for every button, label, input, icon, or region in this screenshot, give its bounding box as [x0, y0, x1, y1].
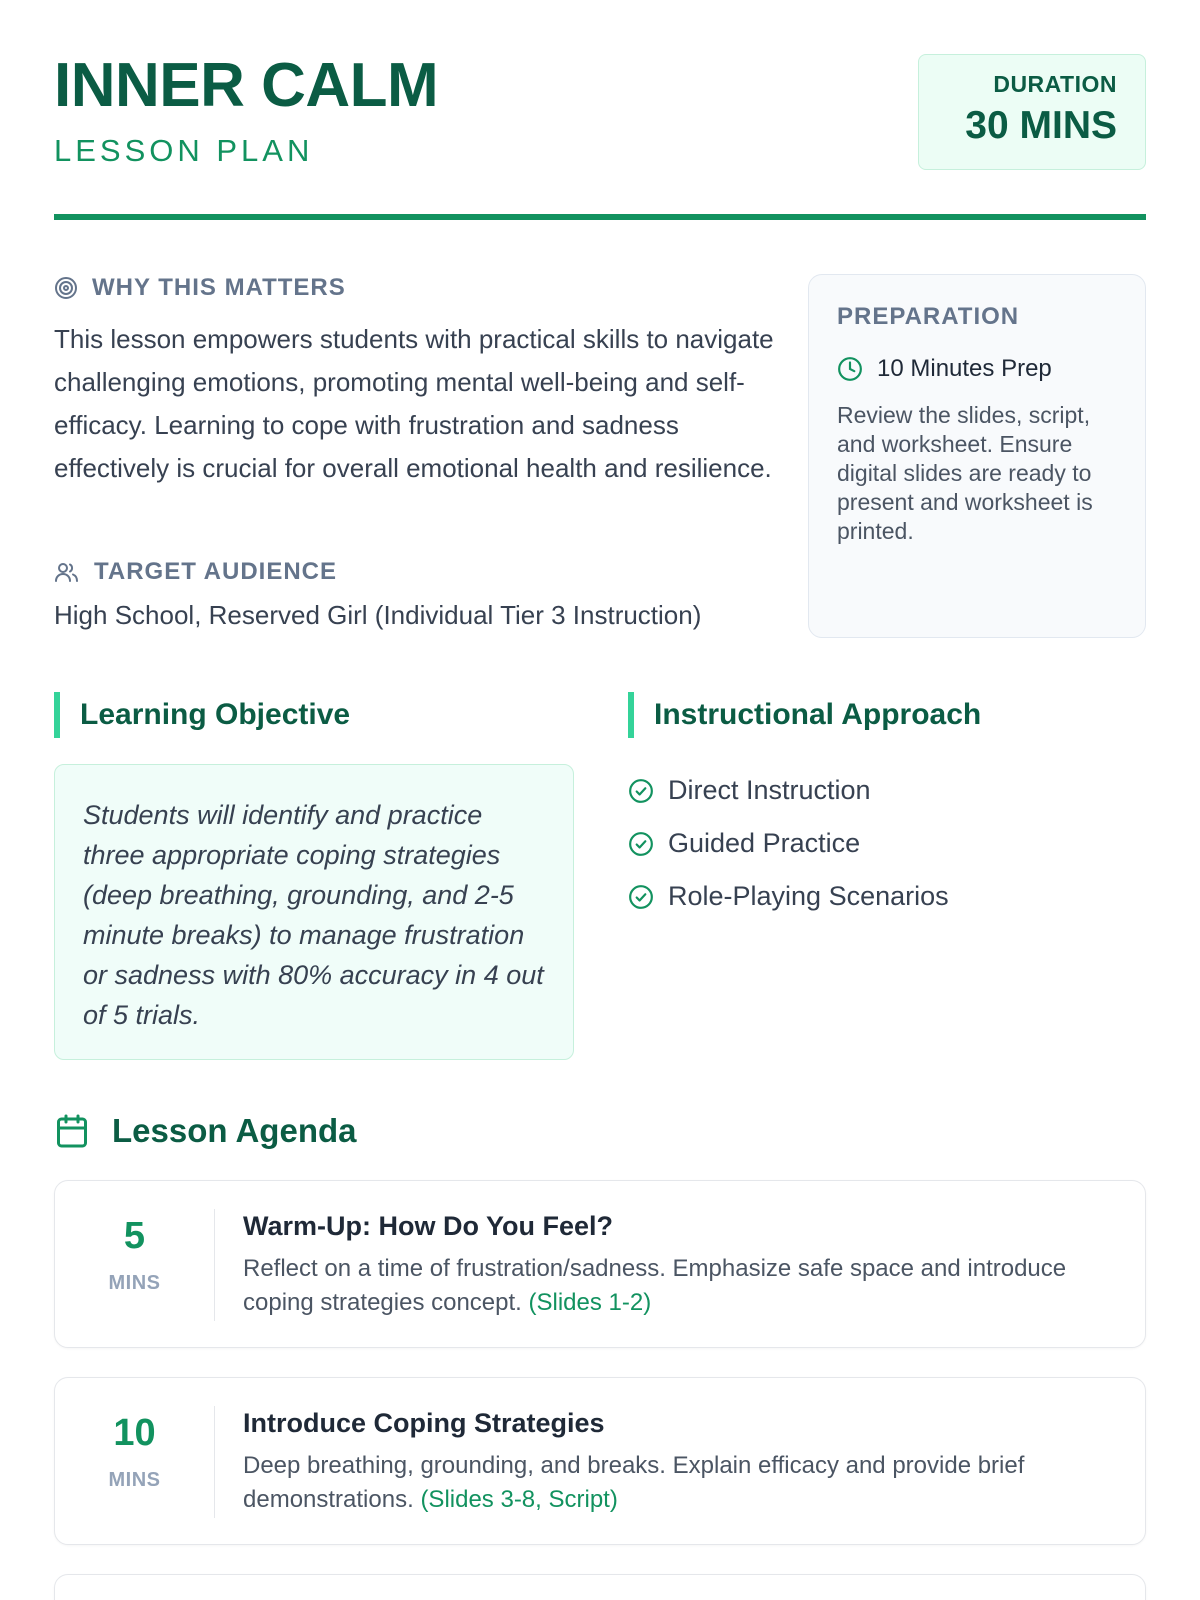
instructional-approach-heading: Instructional Approach [628, 692, 1146, 738]
check-circle-icon [628, 831, 654, 857]
approach-item-label: Role-Playing Scenarios [668, 881, 949, 911]
agenda-unit: MINS [108, 1272, 161, 1294]
approach-item [628, 764, 1146, 817]
agenda-description: Reflect on a time of frustration/sadness. Emphasize safe space and introduce coping strategies concept. [243, 1255, 1067, 1316]
agenda-reference: (Slides 3-8, Script) [420, 1486, 618, 1513]
agenda-unit: MINS [108, 1469, 161, 1491]
target-icon [54, 276, 78, 300]
header-divider [54, 214, 1146, 220]
agenda-heading-row [54, 1112, 357, 1150]
approach-list [628, 764, 1146, 923]
check-circle-icon [628, 778, 654, 804]
duration-badge [918, 54, 1146, 170]
approach-item-label: Direct Instruction [668, 775, 871, 805]
check-circle-icon [628, 884, 654, 910]
instructional-approach-section [628, 692, 1146, 923]
preparation-time: 10 Minutes Prep [877, 355, 1052, 382]
preparation-card [808, 274, 1146, 638]
approach-item [628, 870, 1146, 923]
why-label: WHY THIS MATTERS [92, 274, 346, 301]
agenda-description-block [243, 1449, 1105, 1517]
users-icon [54, 560, 80, 584]
calendar-icon [54, 1113, 90, 1149]
duration-label: DURATION [993, 71, 1117, 97]
agenda-item [54, 1180, 1146, 1348]
page-subtitle: LESSON PLAN [54, 133, 314, 168]
agenda-item [54, 1377, 1146, 1545]
why-section [54, 274, 774, 490]
agenda-minutes: 10 [113, 1412, 156, 1454]
approach-item-label: Guided Practice [668, 828, 861, 858]
agenda-duration [55, 1209, 215, 1321]
why-text: This lesson empowers students with practical skills to navigate challenging emotions, promoting mental well-being and self-efficacy. Learning to cope with frustration and sadness effectively is crucial for overall emotional health and resilience. [54, 324, 774, 483]
agenda-title: Introduce Coping Strategies [243, 1408, 605, 1438]
agenda-minutes: 5 [123, 1215, 146, 1257]
learning-objective-heading: Learning Objective [54, 692, 574, 738]
agenda-item-partial [54, 1574, 1146, 1600]
audience-section [54, 558, 814, 631]
page-title: INNER CALM [54, 51, 439, 120]
approach-item [628, 817, 1146, 870]
learning-objective-text: Students will identify and practice three appropriate coping strategies (deep breathing, grounding, and 2-5 minute breaks) to manage frustration or sadness with 80% accuracy in 4 out of 5 trials. [54, 764, 574, 1060]
preparation-title: PREPARATION [837, 303, 1020, 330]
agenda-duration [55, 1406, 215, 1518]
audience-label: TARGET AUDIENCE [94, 558, 337, 585]
learning-objective-section [54, 692, 574, 1060]
preparation-text: Review the slides, script, and worksheet. Ensure digital slides are ready to present and worksheet is printed. [837, 402, 1093, 544]
agenda-title: Warm-Up: How Do You Feel? [243, 1211, 613, 1241]
agenda-heading: Lesson Agenda [112, 1112, 357, 1149]
duration-value: 30 MINS [965, 104, 1117, 147]
agenda-list [54, 1180, 1146, 1600]
audience-text: High School, Reserved Girl (Individual Tier 3 Instruction) [54, 600, 702, 630]
clock-icon [837, 356, 863, 382]
agenda-reference: (Slides 1-2) [528, 1289, 652, 1316]
agenda-description-block [243, 1252, 1105, 1320]
agenda-description: Deep breathing, grounding, and breaks. Explain efficacy and provide brief demonstrations. [243, 1452, 1025, 1513]
lesson-plan-page [54, 0, 1146, 1600]
